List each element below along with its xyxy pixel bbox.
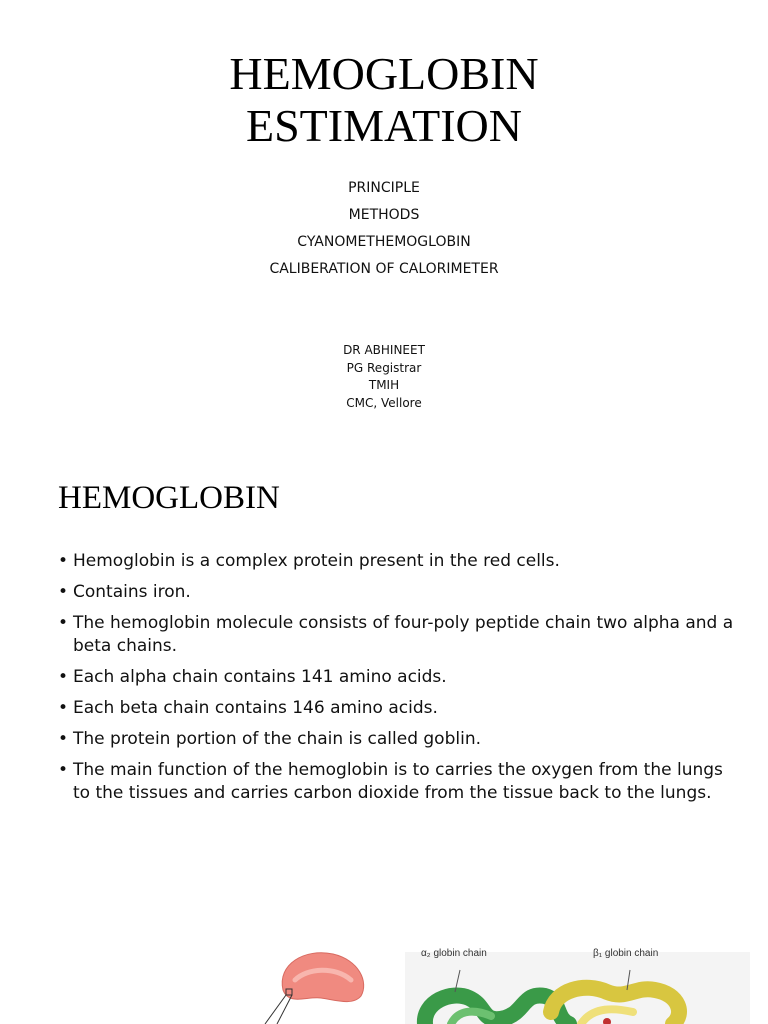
slide-title (0, 48, 768, 152)
author-department: TMIH (368, 378, 400, 392)
content-slide (0, 450, 768, 1024)
title-slide (0, 0, 768, 450)
bullet-item: • Contains iron. (58, 581, 738, 604)
topic-item: METHODS (348, 207, 420, 223)
author-block (0, 342, 768, 412)
bullet-item: • The hemoglobin molecule consists of four-poly peptide chain two alpha and a beta chains. (58, 612, 738, 658)
slide-title: HEMOGLOBIN (58, 480, 280, 516)
bullet-item: • The main function of the hemoglobin is to carries the oxygen from the lungs to the tissues and carries carbon dioxide from the tissue back to the lungs. (58, 759, 738, 805)
title-line: HEMOGLOBIN (229, 48, 539, 99)
bullet-item: • The protein portion of the chain is called goblin. (58, 728, 738, 751)
author-name: DR ABHINEET (343, 343, 425, 357)
bullet-item: • Hemoglobin is a complex protein present in the red cells. (58, 550, 738, 573)
topic-item: CYANOMETHEMOGLOBIN (297, 234, 471, 250)
topic-list (0, 175, 768, 283)
topic-item: CALIBERATION OF CALORIMETER (269, 261, 499, 277)
author-position: PG Registrar (346, 360, 422, 375)
hemoglobin-figure (255, 942, 755, 1024)
bullet-item: • Each alpha chain contains 141 amino acids. (58, 666, 738, 689)
title-line: ESTIMATION (246, 100, 522, 151)
bullet-list (58, 550, 738, 813)
author-institution: CMC, Vellore (346, 395, 422, 410)
red-blood-cell-icon (265, 953, 364, 1024)
alpha-chain-label: α₂ globin chain (421, 948, 487, 959)
hemoglobin-illustration (255, 942, 755, 1024)
beta-chain-label: β₁ globin chain (593, 948, 659, 959)
bullet-item: • Each beta chain contains 146 amino acids. (58, 697, 738, 720)
topic-item: PRINCIPLE (348, 180, 420, 196)
